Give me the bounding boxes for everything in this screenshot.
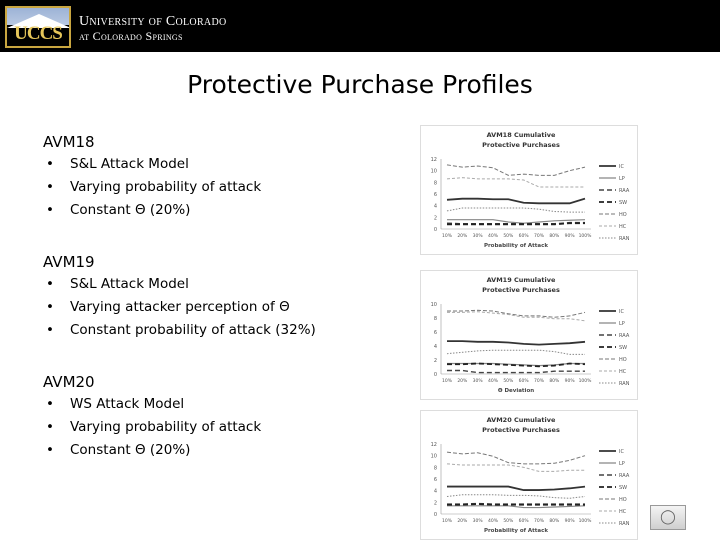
series-line-hc bbox=[447, 464, 585, 472]
x-tick-label: 60% bbox=[518, 519, 529, 524]
x-tick-label: 40% bbox=[487, 234, 499, 239]
bullet-text: WS Attack Model bbox=[70, 396, 185, 412]
chart-title: Protective Purchases bbox=[482, 426, 560, 434]
y-tick-label: 8 bbox=[433, 316, 437, 322]
series-line-lp bbox=[447, 220, 585, 224]
bullet-item bbox=[46, 276, 189, 292]
bullet-icon: • bbox=[46, 276, 54, 292]
section-heading: AVM19 bbox=[43, 253, 95, 271]
university-line-2: at Colorado Springs bbox=[79, 29, 183, 43]
bullet-item bbox=[46, 156, 189, 172]
legend-label: LP bbox=[619, 461, 625, 467]
legend-label: SW bbox=[619, 200, 628, 206]
chart-svg bbox=[421, 411, 639, 541]
x-axis-label: Θ Deviation bbox=[497, 388, 535, 394]
legend-label: SW bbox=[619, 485, 628, 491]
y-tick-label: 0 bbox=[433, 512, 437, 518]
x-tick-label: 10% bbox=[441, 519, 453, 524]
series-line-ic bbox=[447, 341, 585, 345]
bullet-icon: • bbox=[46, 179, 54, 195]
x-tick-label: 20% bbox=[457, 379, 468, 384]
x-tick-label: 30% bbox=[472, 234, 483, 239]
y-tick-label: 8 bbox=[433, 180, 437, 187]
series-line-ran bbox=[447, 495, 585, 499]
x-tick-label: 70% bbox=[533, 519, 545, 524]
x-tick-label: 90% bbox=[564, 379, 575, 384]
x-axis-label: Probability of Attack bbox=[483, 528, 549, 534]
legend-label: LP bbox=[619, 321, 625, 327]
y-tick-label: 4 bbox=[433, 344, 437, 350]
legend-label: RAN bbox=[619, 381, 630, 387]
x-tick-label: 10% bbox=[441, 379, 453, 384]
y-tick-label: 10 bbox=[430, 168, 437, 175]
y-tick-label: 6 bbox=[433, 192, 437, 198]
bullet-icon: • bbox=[46, 442, 54, 458]
series-line-ran bbox=[447, 208, 585, 212]
bullet-item bbox=[46, 179, 261, 195]
uccs-logo: UCCS bbox=[5, 6, 71, 48]
series-line-ho bbox=[447, 165, 585, 176]
x-tick-label: 60% bbox=[518, 234, 529, 239]
legend-label: RAA bbox=[619, 188, 630, 194]
y-tick-label: 10 bbox=[430, 453, 437, 460]
x-tick-label: 30% bbox=[472, 519, 483, 524]
chart-title: Protective Purchases bbox=[482, 141, 560, 149]
bullet-text: Constant probability of attack (32%) bbox=[70, 322, 316, 338]
series-line-sw bbox=[447, 504, 585, 505]
bullet-icon: • bbox=[46, 202, 54, 218]
x-tick-label: 80% bbox=[549, 519, 560, 524]
chart-title: Protective Purchases bbox=[482, 286, 560, 294]
chart-title: AVM19 Cumulative bbox=[486, 276, 556, 284]
bullet-text: Varying attacker perception of Θ bbox=[70, 299, 290, 315]
x-tick-label: 80% bbox=[549, 379, 560, 384]
university-name bbox=[79, 14, 227, 44]
bullet-text: Varying probability of attack bbox=[70, 179, 262, 195]
legend-label: HC bbox=[619, 509, 627, 515]
bullet-text: S&L Attack Model bbox=[70, 156, 189, 172]
series-line-raa bbox=[447, 371, 585, 373]
bullet-icon: • bbox=[46, 419, 54, 435]
x-tick-label: 90% bbox=[564, 234, 575, 239]
y-tick-label: 2 bbox=[433, 358, 437, 364]
chart-svg bbox=[421, 271, 639, 401]
chart-title: AVM20 Cumulative bbox=[486, 416, 556, 424]
section-heading: AVM18 bbox=[43, 133, 95, 151]
x-tick-label: 50% bbox=[503, 379, 514, 384]
x-tick-label: 80% bbox=[549, 234, 560, 239]
x-tick-label: 20% bbox=[457, 234, 468, 239]
series-line-ic bbox=[447, 487, 585, 491]
bullet-text: Constant Θ (20%) bbox=[70, 442, 191, 458]
slide-title: Protective Purchase Profiles bbox=[187, 70, 533, 99]
y-tick-label: 2 bbox=[433, 215, 437, 222]
x-tick-label: 40% bbox=[487, 519, 499, 524]
series-line-ran bbox=[447, 350, 585, 354]
legend-label: RAN bbox=[619, 521, 630, 527]
bullet-icon: • bbox=[46, 156, 54, 172]
legend-label: LP bbox=[619, 176, 625, 182]
bullet-icon: • bbox=[46, 322, 54, 338]
bullet-icon: • bbox=[46, 299, 54, 315]
y-tick-label: 12 bbox=[430, 157, 437, 163]
x-tick-label: 100% bbox=[578, 519, 592, 524]
x-tick-label: 100% bbox=[578, 379, 592, 384]
legend-label: SW bbox=[619, 345, 628, 351]
chart-svg bbox=[421, 126, 639, 256]
chart-title: AVM18 Cumulative bbox=[486, 131, 556, 139]
y-tick-label: 8 bbox=[433, 465, 437, 472]
audio-icon-button[interactable]: ◯ bbox=[650, 505, 686, 530]
y-tick-label: 4 bbox=[433, 203, 437, 210]
series-line-ic bbox=[447, 199, 585, 204]
x-axis-label: Probability of Attack bbox=[483, 243, 549, 249]
chart-avm20 bbox=[420, 410, 638, 540]
chart-avm19 bbox=[420, 270, 638, 400]
x-tick-label: 60% bbox=[518, 379, 529, 384]
x-tick-label: 40% bbox=[487, 379, 499, 384]
x-tick-label: 70% bbox=[533, 379, 545, 384]
y-tick-label: 2 bbox=[433, 500, 437, 507]
legend-label: HO bbox=[619, 357, 627, 363]
bullet-item bbox=[46, 396, 184, 412]
x-tick-label: 10% bbox=[441, 234, 453, 239]
bullet-item bbox=[46, 322, 316, 338]
series-line-ho bbox=[447, 452, 585, 464]
y-tick-label: 6 bbox=[433, 330, 437, 336]
bullet-item bbox=[46, 419, 261, 435]
y-tick-label: 6 bbox=[433, 477, 437, 483]
legend-label: RAA bbox=[619, 333, 630, 339]
bullet-text: Constant Θ (20%) bbox=[70, 202, 191, 218]
legend-label: HO bbox=[619, 497, 627, 503]
x-tick-label: 30% bbox=[472, 379, 483, 384]
y-tick-label: 0 bbox=[433, 227, 437, 233]
bullet-text: Varying probability of attack bbox=[70, 419, 262, 435]
series-line-ho bbox=[447, 310, 585, 317]
x-tick-label: 50% bbox=[503, 519, 514, 524]
x-tick-label: 20% bbox=[457, 519, 468, 524]
y-tick-label: 0 bbox=[433, 372, 437, 378]
bullet-text: S&L Attack Model bbox=[70, 276, 189, 292]
y-tick-label: 10 bbox=[430, 302, 437, 308]
bullet-icon: • bbox=[46, 396, 54, 412]
x-tick-label: 50% bbox=[503, 234, 514, 239]
x-tick-label: 100% bbox=[578, 234, 592, 239]
bullet-item bbox=[46, 299, 290, 315]
legend-label: HC bbox=[619, 369, 627, 375]
legend-label: RAA bbox=[619, 473, 630, 479]
header-bar bbox=[0, 0, 720, 52]
x-tick-label: 70% bbox=[533, 234, 545, 239]
series-line-lp bbox=[447, 506, 585, 508]
bullet-item bbox=[46, 442, 190, 458]
legend-label: RAN bbox=[619, 236, 630, 242]
x-tick-label: 90% bbox=[564, 519, 575, 524]
bullet-item bbox=[46, 202, 190, 218]
legend-label: HC bbox=[619, 224, 627, 230]
section-heading: AVM20 bbox=[43, 373, 95, 391]
y-tick-label: 4 bbox=[433, 488, 437, 495]
legend-label: IC bbox=[619, 309, 624, 315]
legend-label: HO bbox=[619, 212, 627, 218]
y-tick-label: 12 bbox=[430, 442, 437, 448]
chart-avm18 bbox=[420, 125, 638, 255]
legend-label: IC bbox=[619, 449, 624, 455]
legend-label: IC bbox=[619, 164, 624, 170]
university-line-1: University of Colorado bbox=[79, 14, 227, 29]
series-line-hc bbox=[447, 178, 585, 187]
